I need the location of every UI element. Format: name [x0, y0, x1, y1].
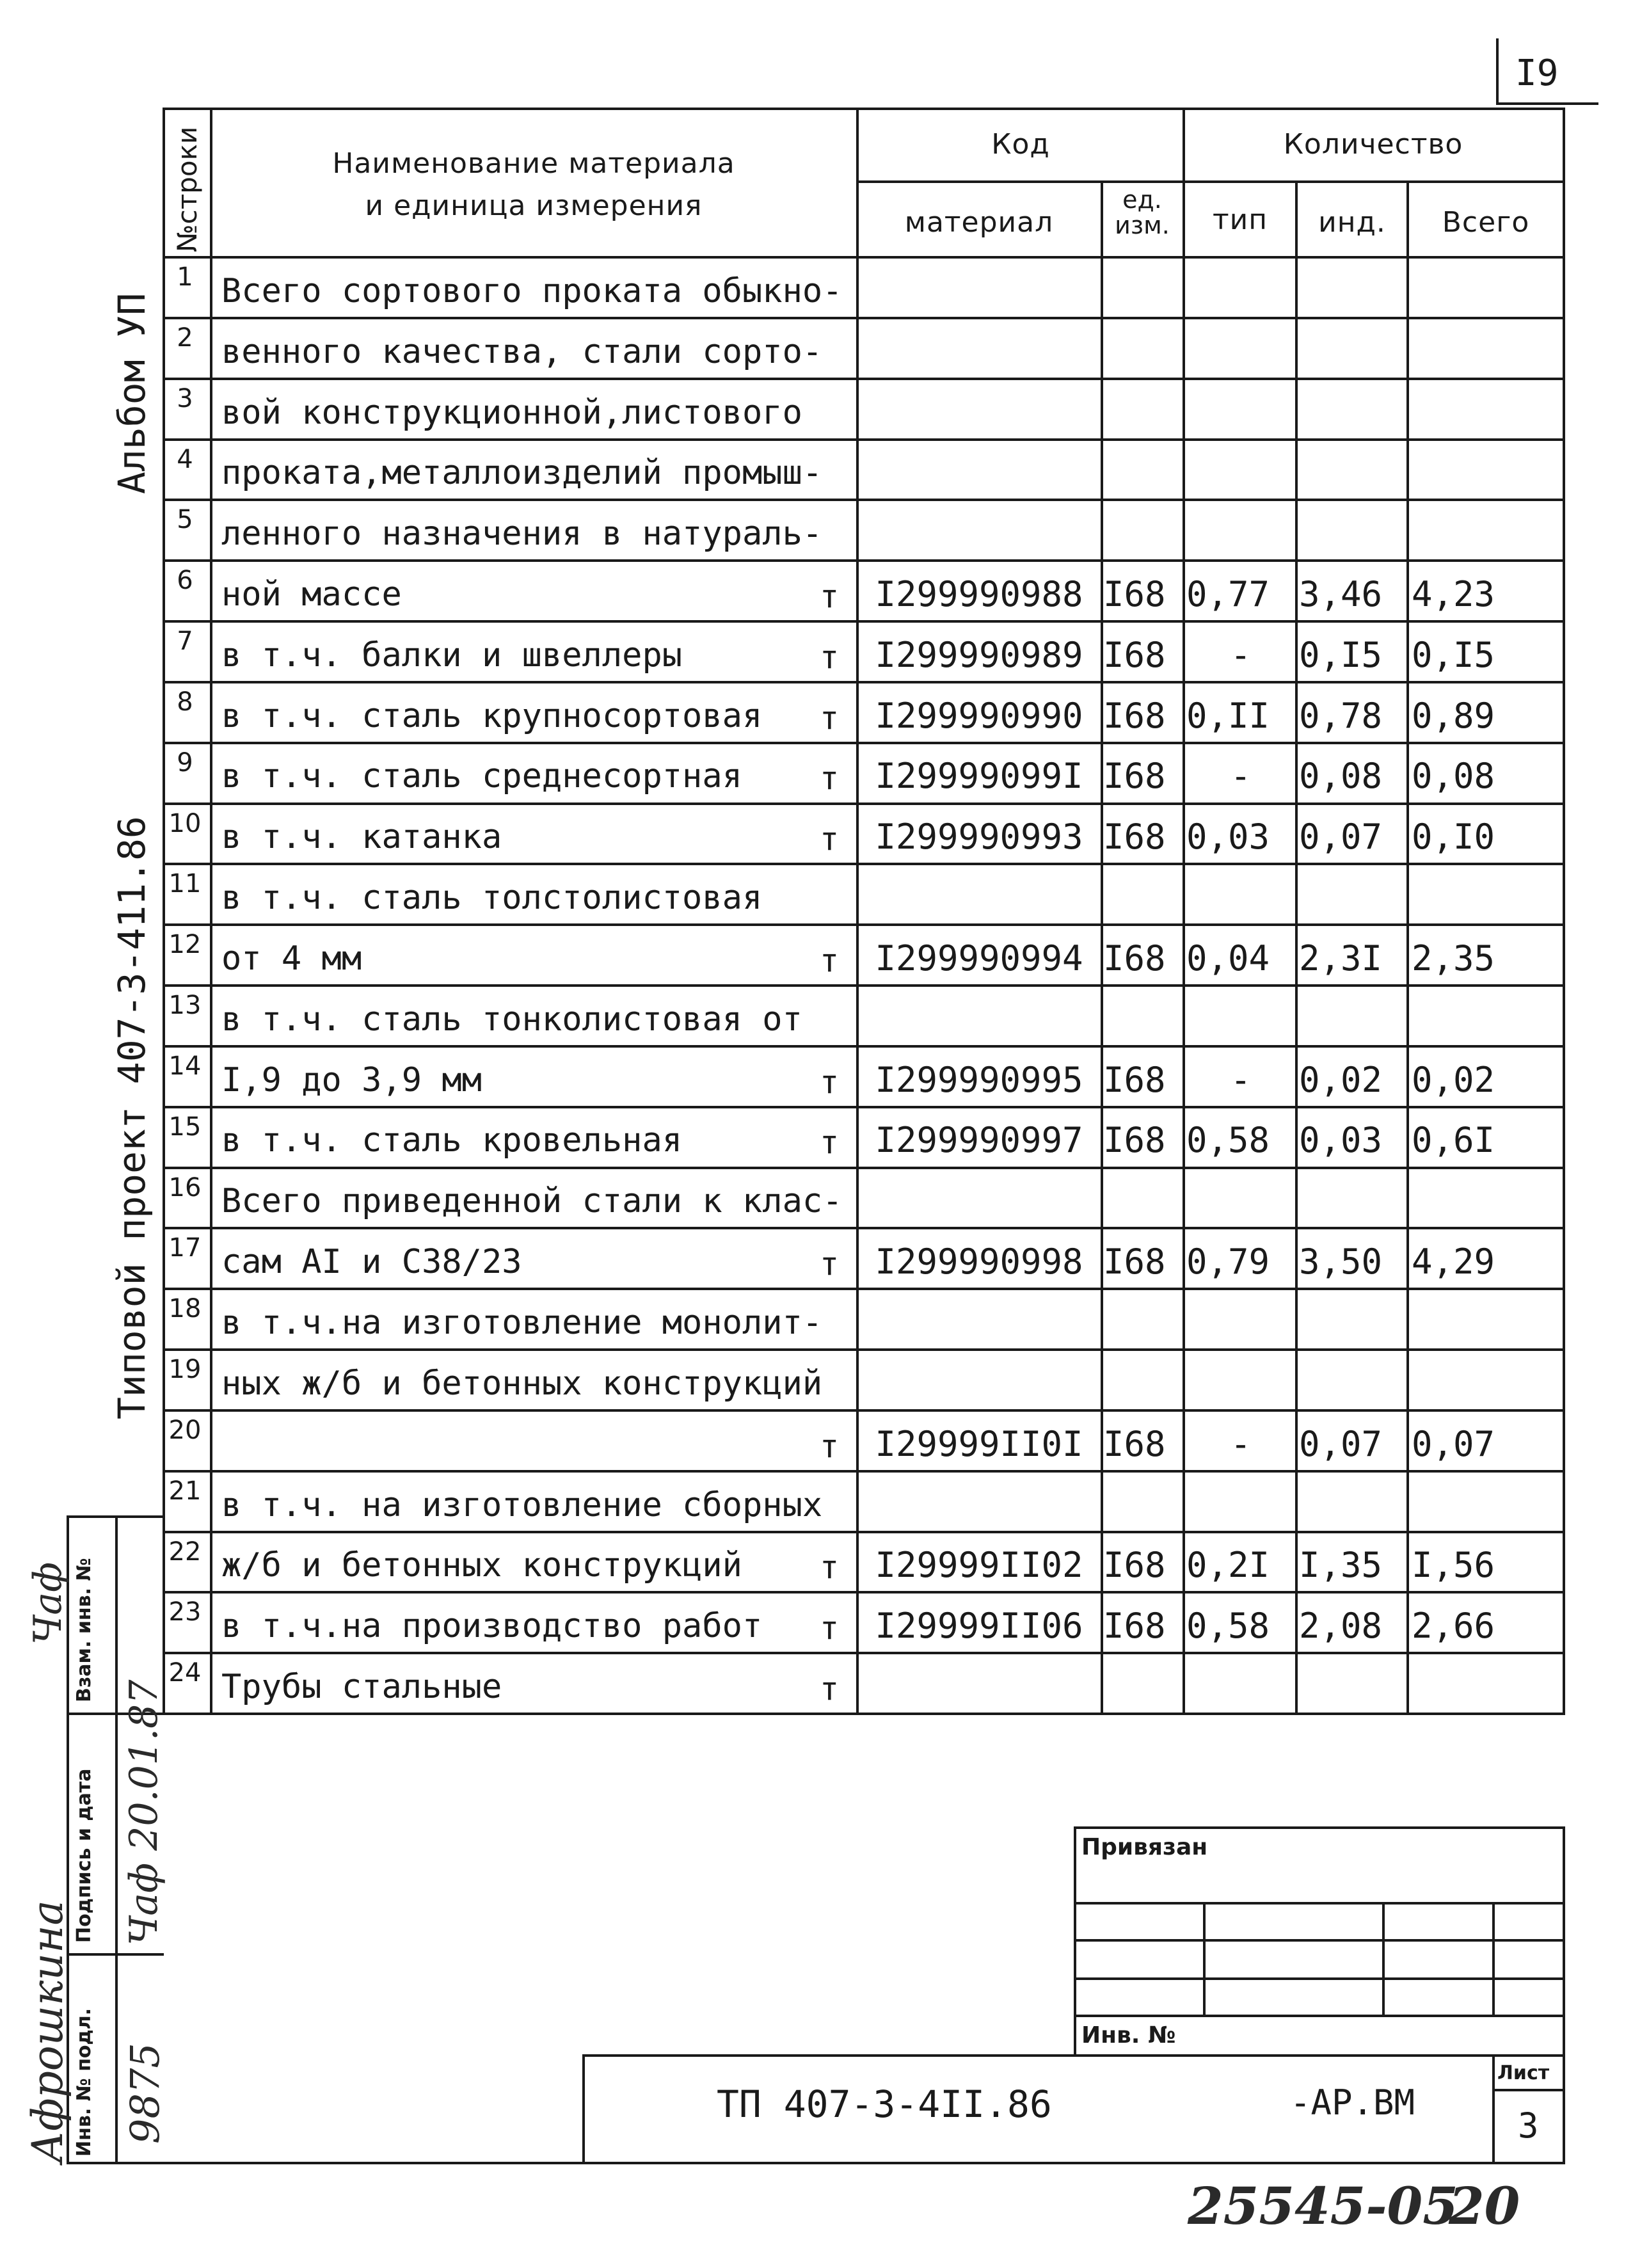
row-qty-type: 0,2I [1186, 1545, 1270, 1585]
row-divider [163, 1106, 1565, 1108]
row-name: Всего приведенной стали к клас- [221, 1182, 843, 1220]
inv-no-label: Инв. № [1081, 2022, 1176, 2048]
row-number: 8 [177, 687, 193, 717]
inv-value: 9875 [122, 2043, 168, 2144]
row-number: 5 [177, 505, 193, 534]
row-qty-ind: 0,07 [1299, 817, 1383, 857]
header-code-unit: ед. изм. [1115, 186, 1170, 239]
row-divider [163, 1591, 1565, 1593]
row-name: Трубы стальные [221, 1668, 502, 1706]
row-qty-total: I,56 [1412, 1545, 1495, 1585]
row-qty-ind: 0,02 [1299, 1060, 1383, 1100]
row-unit: т [819, 760, 840, 797]
row-divider [163, 742, 1565, 744]
row-divider [163, 317, 1565, 319]
privyazan-label: Привязан [1081, 1834, 1208, 1860]
row-number: 14 [168, 1051, 202, 1081]
row-code-unit: I68 [1103, 817, 1166, 857]
row-qty-type: - [1230, 756, 1252, 796]
row-divider [163, 1167, 1565, 1169]
row-qty-total: 0,07 [1412, 1424, 1495, 1464]
row-divider [163, 559, 1565, 562]
row-name: проката,металлоизделий промыш- [221, 454, 823, 492]
row-name: в т.ч. сталь крупносортовая [221, 697, 763, 735]
row-code-material: I299990997 [875, 1120, 1083, 1160]
row-name: в т.ч.на производство работ [221, 1607, 763, 1645]
row-qty-total: 0,I5 [1412, 635, 1495, 675]
row-divider [163, 620, 1565, 623]
row-unit: т [819, 1428, 840, 1465]
row-qty-type: - [1230, 1060, 1252, 1100]
header-name-line1: Наименование материала [332, 147, 735, 180]
row-number: 16 [168, 1173, 202, 1202]
row-number: 20 [168, 1416, 202, 1445]
row-number: 17 [168, 1233, 202, 1263]
row-name: Всего сортового проката обыкно- [221, 272, 843, 310]
row-qty-type: 0,04 [1186, 938, 1270, 978]
row-qty-type: - [1230, 1424, 1252, 1464]
row-name: в т.ч. катанка [221, 818, 502, 856]
label-vzam-inv: Взам. инв. № [73, 1558, 95, 1702]
row-number: 13 [168, 991, 202, 1020]
row-qty-total: 4,23 [1412, 574, 1495, 614]
doc-suffix: -АР.ВМ [1290, 2082, 1415, 2123]
row-divider [163, 1288, 1565, 1290]
row-qty-ind: 0,I5 [1299, 635, 1383, 675]
row-divider [163, 1531, 1565, 1533]
row-divider [163, 984, 1565, 987]
row-code-material: I299990998 [875, 1242, 1083, 1282]
signature-long: Афрошкина [23, 1900, 72, 2163]
row-divider [163, 1409, 1565, 1412]
row-number: 10 [168, 809, 202, 838]
row-qty-ind: 2,3I [1299, 938, 1383, 978]
row-code-unit: I68 [1103, 938, 1166, 978]
row-qty-ind: I,35 [1299, 1545, 1383, 1585]
row-qty-ind: 0,03 [1299, 1120, 1383, 1160]
row-divider [163, 378, 1565, 380]
row-code-unit: I68 [1103, 574, 1166, 614]
row-divider [163, 1470, 1565, 1473]
row-name: от 4 мм [221, 939, 362, 978]
row-number: 4 [177, 445, 193, 474]
row-name: венного качества, стали сорто- [221, 333, 823, 371]
row-qty-ind: 3,46 [1299, 574, 1383, 614]
row-qty-ind: 2,08 [1299, 1606, 1383, 1646]
row-number: 3 [177, 384, 193, 413]
label-inv-podl: Инв. № подл. [73, 2008, 95, 2157]
footer-page: 20 [1449, 2176, 1520, 2236]
row-code-unit: I68 [1103, 1242, 1166, 1282]
header-code: Код [991, 128, 1050, 161]
row-qty-total: 2,66 [1412, 1606, 1495, 1646]
row-qty-ind: 0,07 [1299, 1424, 1383, 1464]
row-qty-total: 0,I0 [1412, 817, 1495, 857]
row-code-material: I299990989 [875, 635, 1083, 675]
row-unit: т [819, 1245, 840, 1282]
row-number: 1 [177, 262, 193, 292]
row-number: 19 [168, 1355, 202, 1384]
row-code-material: I299990993 [875, 817, 1083, 857]
header-row-number: №строки [171, 126, 203, 252]
row-divider [163, 803, 1565, 805]
row-qty-type: 0,58 [1186, 1606, 1270, 1646]
row-name: в т.ч. на изготовление сборных [221, 1486, 823, 1524]
row-number: 6 [177, 566, 193, 595]
row-qty-ind: 0,08 [1299, 756, 1383, 796]
row-code-material: I29999II06 [875, 1606, 1083, 1646]
row-qty-type: 0,03 [1186, 817, 1270, 857]
row-unit: т [819, 1670, 840, 1707]
row-number: 11 [168, 869, 202, 898]
row-name: ной массе [221, 575, 402, 614]
row-number: 18 [168, 1294, 202, 1323]
row-number: 2 [177, 323, 193, 353]
header-quantity: Количество [1283, 128, 1463, 161]
row-qty-total: 2,35 [1412, 938, 1495, 978]
row-qty-total: 0,6I [1412, 1120, 1495, 1160]
row-name: в т.ч. сталь толстолистовая [221, 879, 763, 917]
row-divider [163, 438, 1565, 441]
row-name: вой конструкционной,листового [221, 394, 802, 432]
row-name: в т.ч. сталь среднесортная [221, 757, 742, 795]
header-name-line2: и единица измерения [365, 189, 703, 222]
podpis-value: Чаф 20.01.87 [122, 1679, 166, 1945]
row-code-material: I299990994 [875, 938, 1083, 978]
sheet-number: 3 [1518, 2105, 1539, 2146]
label-podpis-data: Подпись и дата [73, 1768, 95, 1943]
row-qty-type: 0,II [1186, 696, 1270, 736]
row-code-material: I299990995 [875, 1060, 1083, 1100]
row-number: 22 [168, 1537, 202, 1567]
row-divider [163, 863, 1565, 865]
footer-number: 25545-05 [1188, 2176, 1458, 2236]
row-unit: т [819, 578, 840, 615]
row-name: ленного назначения в натураль- [221, 515, 823, 553]
row-divider [163, 1348, 1565, 1351]
row-divider [163, 681, 1565, 683]
row-unit: т [819, 1064, 840, 1101]
row-qty-total: 0,89 [1412, 696, 1495, 736]
row-code-material: I29999099I [875, 756, 1083, 796]
row-code-unit: I68 [1103, 756, 1166, 796]
row-code-unit: I68 [1103, 1606, 1166, 1646]
doc-code: ТП 407-3-4II.86 [717, 2082, 1052, 2126]
row-code-material: I29999II02 [875, 1545, 1083, 1585]
row-name: ж/б и бетонных конструкций [221, 1546, 742, 1585]
row-number: 12 [168, 930, 202, 959]
row-unit: т [819, 820, 840, 858]
row-qty-ind: 0,78 [1299, 696, 1383, 736]
header-qty-total: Всего [1442, 206, 1530, 239]
row-number: 24 [168, 1658, 202, 1688]
row-qty-ind: 3,50 [1299, 1242, 1383, 1282]
row-code-unit: I68 [1103, 1120, 1166, 1160]
row-code-unit: I68 [1103, 1424, 1166, 1464]
row-name: в т.ч.на изготовление монолит- [221, 1304, 823, 1342]
row-name: сам AI и C38/23 [221, 1243, 522, 1281]
row-divider [163, 1227, 1565, 1229]
row-number: 15 [168, 1112, 202, 1142]
row-number: 7 [177, 627, 193, 656]
row-divider [163, 923, 1565, 926]
row-name: I,9 до 3,9 мм [221, 1061, 482, 1099]
row-qty-total: 0,02 [1412, 1060, 1495, 1100]
row-code-unit: I68 [1103, 1545, 1166, 1585]
header-qty-ind: инд. [1318, 206, 1386, 239]
row-name: в т.ч. балки и швеллеры [221, 636, 683, 675]
row-divider [163, 1045, 1565, 1048]
header-code-material: материал [904, 206, 1054, 239]
row-number: 23 [168, 1597, 202, 1627]
row-qty-type: 0,77 [1186, 574, 1270, 614]
row-unit: т [819, 699, 840, 737]
row-unit: т [819, 1609, 840, 1647]
row-qty-type: 0,79 [1186, 1242, 1270, 1282]
row-qty-total: 0,08 [1412, 756, 1495, 796]
row-unit: т [819, 1549, 840, 1586]
page-number: I9 [1515, 52, 1559, 94]
row-code-material: I29999II0I [875, 1424, 1083, 1464]
row-divider [163, 1652, 1565, 1654]
row-divider [163, 499, 1565, 501]
header-qty-type: тип [1213, 204, 1268, 236]
row-qty-total: 4,29 [1412, 1242, 1495, 1282]
row-unit: т [819, 1124, 840, 1161]
row-number: 9 [177, 748, 193, 778]
row-unit: т [819, 639, 840, 676]
row-code-unit: I68 [1103, 1060, 1166, 1100]
sheet-label: Лист [1497, 2062, 1550, 2084]
row-name: в т.ч. сталь тонколистовая от [221, 1000, 802, 1039]
project-label: Типовой проект 407-3-411.86 [110, 816, 154, 1419]
row-number: 21 [168, 1476, 202, 1506]
album-label: Альбом УП [110, 292, 154, 494]
row-unit: т [819, 942, 840, 979]
row-qty-type: 0,58 [1186, 1120, 1270, 1160]
row-code-unit: I68 [1103, 696, 1166, 736]
signature-top: Чаф [26, 1561, 70, 1645]
row-code-unit: I68 [1103, 635, 1166, 675]
row-qty-type: - [1230, 635, 1252, 675]
row-name: в т.ч. сталь кровельная [221, 1121, 683, 1160]
row-code-material: I299990988 [875, 574, 1083, 614]
row-code-material: I299990990 [875, 696, 1083, 736]
row-name: ных ж/б и бетонных конструкций [221, 1364, 823, 1403]
